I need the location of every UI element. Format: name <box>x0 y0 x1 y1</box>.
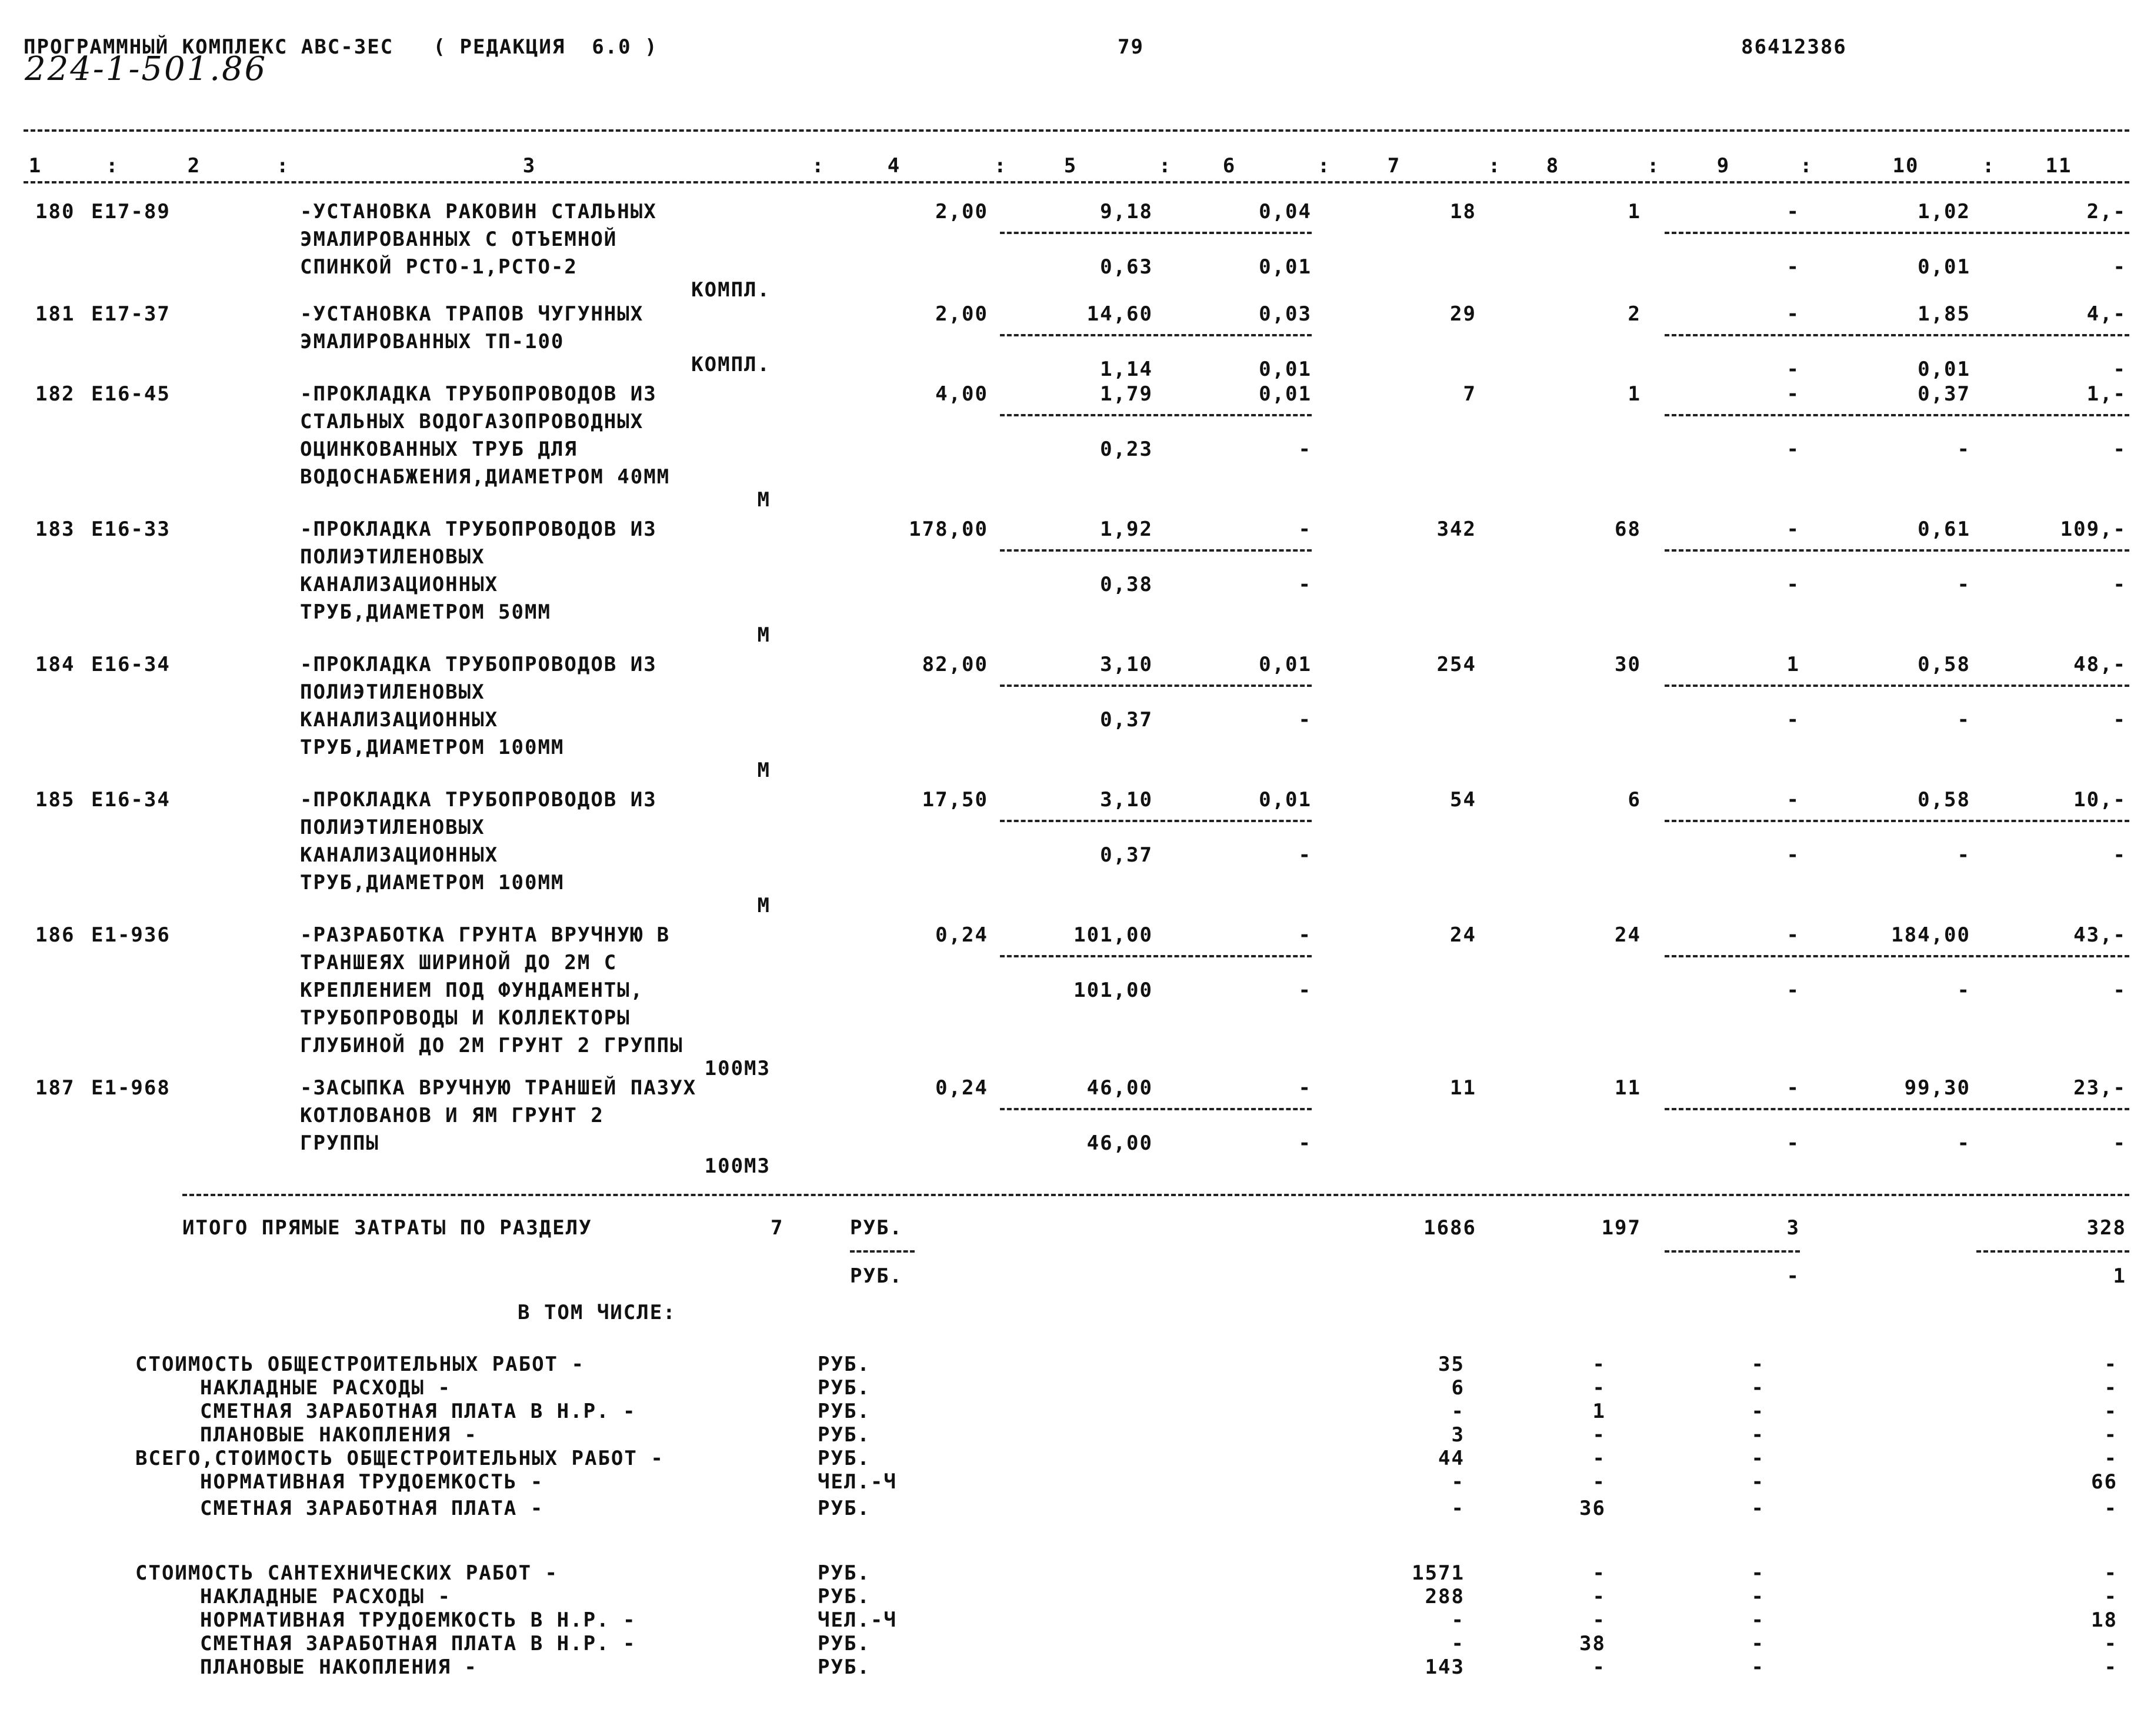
cost-split-rule <box>1000 685 1312 687</box>
labor-total-sub: - <box>2113 979 2126 1002</box>
col9-value: - <box>1786 302 1800 326</box>
summary-wages: - <box>1592 1561 1606 1585</box>
unit-of-measure: 100М3 <box>704 1154 771 1178</box>
summary-unit: РУБ. <box>818 1585 871 1608</box>
summary-col9: - <box>1751 1655 1765 1679</box>
labor-total-sub: - <box>2113 843 2126 867</box>
total-section-number: 7 <box>771 1216 784 1240</box>
labor-total-sub: - <box>2113 358 2126 381</box>
labor-total: 1,- <box>2086 382 2126 406</box>
machine-cost: - <box>1298 518 1312 541</box>
summary-wages: - <box>1592 1585 1606 1608</box>
col9-value: - <box>1786 923 1800 947</box>
labor-total-sub: - <box>2113 708 2126 732</box>
col9-value: - <box>1786 788 1800 812</box>
work-description: ПОЛИЭТИЛЕНОВЫХ <box>300 816 485 839</box>
column-header-5: 5 <box>1063 154 1078 178</box>
summary-labor: - <box>2104 1497 2118 1520</box>
labor-value: 1,85 <box>1918 302 1970 326</box>
summary-labor: - <box>2104 1423 2118 1447</box>
total-label: ИТОГО ПРЯМЫЕ ЗАТРАТЫ ПО РАЗДЕЛУ <box>182 1216 592 1240</box>
total-wages: 24 <box>1615 923 1641 947</box>
unit-cost-wages: 46,00 <box>1086 1131 1153 1155</box>
machine-cost-wages: 0,01 <box>1259 255 1312 279</box>
unit-of-measure: М <box>757 759 771 782</box>
total-wages: 2 <box>1628 302 1641 326</box>
summary-unit: РУБ. <box>818 1632 871 1655</box>
labor-split-rule <box>1665 955 2129 957</box>
col9-sub: - <box>1786 438 1800 461</box>
header-bottom-rule <box>24 181 2129 183</box>
summary-col9: - <box>1751 1423 1765 1447</box>
summary-labor: - <box>2104 1561 2118 1585</box>
row-number: 184 <box>35 653 75 676</box>
labor-split-rule <box>1665 549 2129 552</box>
summary-col9: - <box>1751 1400 1765 1423</box>
summary-label: НАКЛАДНЫЕ РАСХОДЫ - <box>200 1585 451 1608</box>
unit-of-measure: 100М3 <box>704 1057 771 1080</box>
summary-unit: ЧЕЛ.-Ч <box>818 1608 897 1632</box>
total-cost: 7 <box>1463 382 1476 406</box>
unit-cost-wages: 0,37 <box>1100 843 1153 867</box>
work-description: ПОЛИЭТИЛЕНОВЫХ <box>300 680 485 704</box>
labor-sub: - <box>1957 708 1970 732</box>
unit-cost: 46,00 <box>1086 1076 1153 1100</box>
column-separator: : <box>276 154 290 178</box>
document-code: 86412386 <box>1741 35 1847 59</box>
summary-label: НОРМАТИВНАЯ ТРУДОЕМКОСТЬ - <box>200 1470 544 1494</box>
norm-code: Е1-936 <box>91 923 171 947</box>
work-description: ГРУППЫ <box>300 1131 379 1155</box>
col9-sub: - <box>1786 573 1800 596</box>
total-top-rule <box>182 1194 2129 1196</box>
col9-sub: - <box>1786 1131 1800 1155</box>
quantity: 0,24 <box>935 1076 988 1100</box>
labor-total: 48,- <box>2073 653 2126 676</box>
labor-value: 184,00 <box>1891 923 1970 947</box>
col9-sub: - <box>1786 708 1800 732</box>
row-number: 180 <box>35 200 75 223</box>
labor-value: 0,37 <box>1918 382 1970 406</box>
work-description: -УСТАНОВКА РАКОВИН СТАЛЬНЫХ <box>300 200 657 223</box>
col9-value: - <box>1786 200 1800 223</box>
summary-wages: - <box>1592 1447 1606 1470</box>
column-separator: : <box>106 154 119 178</box>
summary-cost: 6 <box>1451 1376 1465 1400</box>
work-description: СТАЛЬНЫХ ВОДОГАЗОПРОВОДНЫХ <box>300 410 644 433</box>
column-header-3: 3 <box>522 154 536 178</box>
labor-sub: - <box>1957 979 1970 1002</box>
column-separator: : <box>994 154 1008 178</box>
summary-col9: - <box>1751 1608 1765 1632</box>
summary-wages: - <box>1592 1423 1606 1447</box>
work-description: -РАЗРАБОТКА ГРУНТА ВРУЧНУЮ В <box>300 923 671 947</box>
work-description: КАНАЛИЗАЦИОННЫХ <box>300 843 499 867</box>
cost-split-rule <box>1000 414 1312 416</box>
column-separator: : <box>1647 154 1660 178</box>
norm-code: Е16-34 <box>91 653 171 676</box>
work-description: -УСТАНОВКА ТРАПОВ ЧУГУННЫХ <box>300 302 644 326</box>
summary-wages: - <box>1592 1655 1606 1679</box>
summary-cost: - <box>1451 1497 1465 1520</box>
summary-label: ВСЕГО,СТОИМОСТЬ ОБЩЕСТРОИТЕЛЬНЫХ РАБОТ - <box>135 1447 664 1470</box>
cost-split-rule <box>1000 955 1312 957</box>
col9-value: - <box>1786 382 1800 406</box>
column-separator: : <box>1982 154 1996 178</box>
total-cost: 254 <box>1436 653 1476 676</box>
column-separator: : <box>1488 154 1502 178</box>
unit-cost-wages: 101,00 <box>1073 979 1153 1002</box>
norm-code: Е16-45 <box>91 382 171 406</box>
work-description: ТРУБ,ДИАМЕТРОМ 50ММ <box>300 600 551 624</box>
work-description: ЭМАЛИРОВАННЫХ С ОТЪЕМНОЙ <box>300 228 618 251</box>
work-description: ТРУБ,ДИАМЕТРОМ 100ММ <box>300 736 565 759</box>
column-header-7: 7 <box>1387 154 1401 178</box>
machine-cost-wages: - <box>1298 573 1312 596</box>
machine-cost-wages: - <box>1298 843 1312 867</box>
labor-total: 4,- <box>2086 302 2126 326</box>
total-cost: 11 <box>1450 1076 1476 1100</box>
col9-sub: - <box>1786 843 1800 867</box>
labor-value: 0,58 <box>1918 653 1970 676</box>
summary-wages: 36 <box>1579 1497 1606 1520</box>
labor-value: 0,58 <box>1918 788 1970 812</box>
unit-cost-wages: 1,14 <box>1100 358 1153 381</box>
row-number: 183 <box>35 518 75 541</box>
labor-split-rule <box>1665 232 2129 234</box>
work-description: КАНАЛИЗАЦИОННЫХ <box>300 708 499 732</box>
summary-unit: РУБ. <box>818 1353 871 1376</box>
summary-wages: 38 <box>1579 1632 1606 1655</box>
labor-split-rule <box>1665 820 2129 822</box>
work-description: ТРАНШЕЯХ ШИРИНОЙ ДО 2М С <box>300 951 618 974</box>
labor-total: 23,- <box>2073 1076 2126 1100</box>
labor-sub: - <box>1957 843 1970 867</box>
labor-value: 1,02 <box>1918 200 1970 223</box>
summary-unit: РУБ. <box>818 1497 871 1520</box>
unit-of-measure: М <box>757 894 771 917</box>
labor-sub: - <box>1957 573 1970 596</box>
machine-cost: 0,01 <box>1259 788 1312 812</box>
summary-cost: 143 <box>1425 1655 1465 1679</box>
summary-wages: - <box>1592 1353 1606 1376</box>
summary-col9: - <box>1751 1497 1765 1520</box>
summary-wages: - <box>1592 1470 1606 1494</box>
work-description: -ЗАСЫПКА ВРУЧНУЮ ТРАНШЕЙ ПАЗУХ <box>300 1076 697 1100</box>
work-description: КОТЛОВАНОВ И ЯМ ГРУНТ 2 <box>300 1104 604 1127</box>
total-wages: 30 <box>1615 653 1641 676</box>
machine-cost: - <box>1298 1076 1312 1100</box>
column-separator: : <box>1800 154 1813 178</box>
machine-cost-wages: - <box>1298 979 1312 1002</box>
column-header-4: 4 <box>887 154 901 178</box>
row-number: 187 <box>35 1076 75 1100</box>
program-title: ПРОГРАММНЫЙ КОМПЛЕКС АВС-3ЕС ( РЕДАКЦИЯ 6.0 ) <box>24 35 658 59</box>
work-description: КАНАЛИЗАЦИОННЫХ <box>300 573 499 596</box>
labor-total-sub: - <box>2113 438 2126 461</box>
summary-wages: - <box>1592 1376 1606 1400</box>
handwritten-project-ref: 224-1-501.86 <box>25 50 268 88</box>
work-description: КРЕПЛЕНИЕМ ПОД ФУНДАМЕНТЫ, <box>300 979 644 1002</box>
col9-sub: - <box>1786 979 1800 1002</box>
norm-code: Е16-33 <box>91 518 171 541</box>
summary-labor: 18 <box>2091 1608 2118 1632</box>
work-description: ПОЛИЭТИЛЕНОВЫХ <box>300 545 485 569</box>
work-description: -ПРОКЛАДКА ТРУБОПРОВОДОВ ИЗ <box>300 788 657 812</box>
quantity: 4,00 <box>935 382 988 406</box>
summary-unit: РУБ. <box>818 1400 871 1423</box>
labor-total: 109,- <box>2060 518 2126 541</box>
work-description: ОЦИНКОВАННЫХ ТРУБ ДЛЯ <box>300 438 578 461</box>
col9-value: - <box>1786 518 1800 541</box>
summary-unit: РУБ. <box>818 1655 871 1679</box>
summary-unit: РУБ. <box>818 1423 871 1447</box>
summary-col9: - <box>1751 1376 1765 1400</box>
quantity: 178,00 <box>909 518 988 541</box>
labor-split-rule <box>1665 1108 2129 1110</box>
labor-sub: - <box>1957 1131 1970 1155</box>
col9-value: - <box>1786 1076 1800 1100</box>
total-col9-rule <box>1665 1250 1800 1253</box>
total-unit-rule <box>850 1250 915 1253</box>
labor-split-rule <box>1665 685 2129 687</box>
column-header-9: 9 <box>1716 154 1730 178</box>
summary-labor: - <box>2104 1376 2118 1400</box>
cost-split-rule <box>1000 334 1312 336</box>
quantity: 82,00 <box>922 653 988 676</box>
work-description: ГЛУБИНОЙ ДО 2М ГРУНТ 2 ГРУППЫ <box>300 1034 683 1057</box>
col9-value: 1 <box>1786 653 1800 676</box>
summary-label: НАКЛАДНЫЕ РАСХОДЫ - <box>200 1376 451 1400</box>
summary-label: ПЛАНОВЫЕ НАКОПЛЕНИЯ - <box>200 1655 478 1679</box>
summary-label: СТОИМОСТЬ ОБЩЕСТРОИТЕЛЬНЫХ РАБОТ - <box>135 1353 585 1376</box>
unit-cost: 1,79 <box>1100 382 1153 406</box>
total-labor-sub: 1 <box>2113 1264 2126 1288</box>
total-wages: 1 <box>1628 200 1641 223</box>
summary-label: СМЕТНАЯ ЗАРАБОТНАЯ ПЛАТА В Н.Р. - <box>200 1632 636 1655</box>
cost-split-rule <box>1000 549 1312 552</box>
norm-code: Е17-37 <box>91 302 171 326</box>
col9-sub: - <box>1786 255 1800 279</box>
summary-col9: - <box>1751 1632 1765 1655</box>
unit-of-measure: М <box>757 623 771 647</box>
unit-cost: 101,00 <box>1073 923 1153 947</box>
summary-unit: РУБ. <box>818 1561 871 1585</box>
work-description: ЭМАЛИРОВАННЫХ ТП-100 <box>300 330 565 353</box>
machine-cost-wages: - <box>1298 438 1312 461</box>
unit-cost: 3,10 <box>1100 653 1153 676</box>
work-description: -ПРОКЛАДКА ТРУБОПРОВОДОВ ИЗ <box>300 653 657 676</box>
column-header-10: 10 <box>1892 154 1919 178</box>
machine-cost: 0,04 <box>1259 200 1312 223</box>
labor-split-rule <box>1665 334 2129 336</box>
total-unit: РУБ. <box>850 1216 903 1240</box>
machine-cost-wages: - <box>1298 1131 1312 1155</box>
summary-label: СМЕТНАЯ ЗАРАБОТНАЯ ПЛАТА В Н.Р. - <box>200 1400 636 1423</box>
summary-labor: - <box>2104 1447 2118 1470</box>
unit-of-measure: КОМПЛ. <box>691 278 771 302</box>
summary-cost: - <box>1451 1632 1465 1655</box>
summary-col9: - <box>1751 1561 1765 1585</box>
summary-cost: 1571 <box>1412 1561 1465 1585</box>
cost-split-rule <box>1000 820 1312 822</box>
labor-total-sub: - <box>2113 573 2126 596</box>
summary-col9: - <box>1751 1470 1765 1494</box>
summary-label: НОРМАТИВНАЯ ТРУДОЕМКОСТЬ В Н.Р. - <box>200 1608 636 1632</box>
summary-unit: ЧЕЛ.-Ч <box>818 1470 897 1494</box>
work-description: ТРУБ,ДИАМЕТРОМ 100ММ <box>300 871 565 894</box>
summary-labor: - <box>2104 1655 2118 1679</box>
summary-label: СМЕТНАЯ ЗАРАБОТНАЯ ПЛАТА - <box>200 1497 544 1520</box>
norm-code: Е17-89 <box>91 200 171 223</box>
total-unit-wages: РУБ. <box>850 1264 903 1288</box>
summary-labor: - <box>2104 1632 2118 1655</box>
total-cost: 342 <box>1436 518 1476 541</box>
machine-cost: - <box>1298 923 1312 947</box>
total-cost: 29 <box>1450 302 1476 326</box>
unit-cost-wages: 0,38 <box>1100 573 1153 596</box>
total-col9: 3 <box>1786 1216 1800 1240</box>
work-description: -ПРОКЛАДКА ТРУБОПРОВОДОВ ИЗ <box>300 382 657 406</box>
unit-of-measure: М <box>757 488 771 512</box>
summary-cost: 44 <box>1438 1447 1465 1470</box>
summary-label: СТОИМОСТЬ САНТЕХНИЧЕСКИХ РАБОТ - <box>135 1561 559 1585</box>
total-wages: 11 <box>1615 1076 1641 1100</box>
column-separator: : <box>812 154 825 178</box>
column-header-1: 1 <box>28 154 42 178</box>
total-wages: 197 <box>1601 1216 1641 1240</box>
labor-total: 2,- <box>2086 200 2126 223</box>
summary-unit: РУБ. <box>818 1447 871 1470</box>
column-header-8: 8 <box>1546 154 1560 178</box>
page-number: 79 <box>1118 35 1144 59</box>
summary-wages: - <box>1592 1608 1606 1632</box>
summary-labor: - <box>2104 1400 2118 1423</box>
including-label: В ТОМ ЧИСЛЕ: <box>518 1301 676 1324</box>
labor-value: 0,61 <box>1918 518 1970 541</box>
norm-code: Е16-34 <box>91 788 171 812</box>
total-cost: 24 <box>1450 923 1476 947</box>
total-col9-sub: - <box>1786 1264 1800 1288</box>
labor-total-sub: - <box>2113 1131 2126 1155</box>
total-cost: 1686 <box>1423 1216 1476 1240</box>
work-description: ТРУБОПРОВОДЫ И КОЛЛЕКТОРЫ <box>300 1006 631 1030</box>
total-wages: 1 <box>1628 382 1641 406</box>
summary-cost: 35 <box>1438 1353 1465 1376</box>
summary-cost: - <box>1451 1400 1465 1423</box>
unit-cost: 14,60 <box>1086 302 1153 326</box>
quantity: 17,50 <box>922 788 988 812</box>
row-number: 181 <box>35 302 75 326</box>
labor-total-sub: - <box>2113 255 2126 279</box>
quantity: 2,00 <box>935 302 988 326</box>
machine-cost: 0,01 <box>1259 653 1312 676</box>
total-wages: 6 <box>1628 788 1641 812</box>
quantity: 0,24 <box>935 923 988 947</box>
total-labor-rule <box>1976 1250 2129 1253</box>
header-top-rule <box>24 129 2129 132</box>
labor-value: 99,30 <box>1904 1076 1970 1100</box>
column-separator: : <box>1159 154 1172 178</box>
summary-cost: 288 <box>1425 1585 1465 1608</box>
machine-cost: 0,03 <box>1259 302 1312 326</box>
unit-cost-wages: 0,63 <box>1100 255 1153 279</box>
summary-labor: - <box>2104 1353 2118 1376</box>
column-separator: : <box>1318 154 1331 178</box>
quantity: 2,00 <box>935 200 988 223</box>
work-description: -ПРОКЛАДКА ТРУБОПРОВОДОВ ИЗ <box>300 518 657 541</box>
summary-col9: - <box>1751 1447 1765 1470</box>
summary-col9: - <box>1751 1353 1765 1376</box>
cost-split-rule <box>1000 232 1312 234</box>
summary-cost: 3 <box>1451 1423 1465 1447</box>
row-number: 186 <box>35 923 75 947</box>
machine-cost: 0,01 <box>1259 382 1312 406</box>
summary-cost: - <box>1451 1470 1465 1494</box>
unit-cost: 3,10 <box>1100 788 1153 812</box>
unit-cost-wages: 0,37 <box>1100 708 1153 732</box>
machine-cost-wages: - <box>1298 708 1312 732</box>
total-cost: 54 <box>1450 788 1476 812</box>
row-number: 185 <box>35 788 75 812</box>
cost-split-rule <box>1000 1108 1312 1110</box>
summary-col9: - <box>1751 1585 1765 1608</box>
norm-code: Е1-968 <box>91 1076 171 1100</box>
column-header-2: 2 <box>187 154 201 178</box>
unit-cost: 1,92 <box>1100 518 1153 541</box>
unit-of-measure: КОМПЛ. <box>691 353 771 376</box>
summary-labor: 66 <box>2091 1470 2118 1494</box>
total-labor: 328 <box>2086 1216 2126 1240</box>
col9-sub: - <box>1786 358 1800 381</box>
column-header-6: 6 <box>1222 154 1236 178</box>
labor-total: 43,- <box>2073 923 2126 947</box>
work-description: СПИНКОЙ РСТО-1,РСТО-2 <box>300 255 578 279</box>
total-cost: 18 <box>1450 200 1476 223</box>
labor-total: 10,- <box>2073 788 2126 812</box>
labor-sub: 0,01 <box>1918 255 1970 279</box>
summary-label: ПЛАНОВЫЕ НАКОПЛЕНИЯ - <box>200 1423 478 1447</box>
summary-unit: РУБ. <box>818 1376 871 1400</box>
unit-cost-wages: 0,23 <box>1100 438 1153 461</box>
labor-sub: - <box>1957 438 1970 461</box>
summary-wages: 1 <box>1592 1400 1606 1423</box>
total-wages: 68 <box>1615 518 1641 541</box>
machine-cost-wages: 0,01 <box>1259 358 1312 381</box>
work-description: ВОДОСНАБЖЕНИЯ,ДИАМЕТРОМ 40ММ <box>300 465 671 489</box>
labor-sub: 0,01 <box>1918 358 1970 381</box>
summary-cost: - <box>1451 1608 1465 1632</box>
summary-labor: - <box>2104 1585 2118 1608</box>
column-header-11: 11 <box>2045 154 2072 178</box>
unit-cost: 9,18 <box>1100 200 1153 223</box>
labor-split-rule <box>1665 414 2129 416</box>
row-number: 182 <box>35 382 75 406</box>
